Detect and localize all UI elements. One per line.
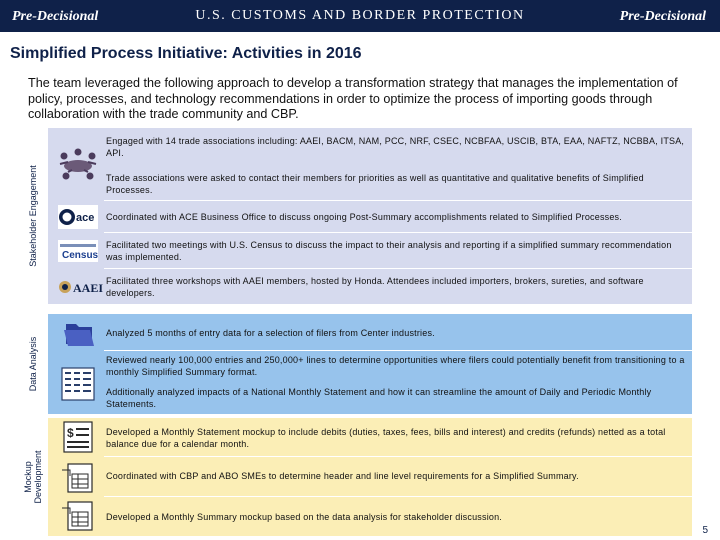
pre-decisional-right: Pre-Decisional xyxy=(619,9,706,24)
mockup-item-1: Developed a Monthly Statement mockup to include debits (duties, taxes, fees, bills and interest) and credits (refunds) netted as a total balance due for a calendar month. xyxy=(106,427,666,449)
svg-text:AAEI: AAEI xyxy=(73,281,104,295)
stakeholder-engagement-section xyxy=(48,128,692,304)
data-analysis-section xyxy=(48,314,692,414)
list-item xyxy=(48,202,692,232)
list-item xyxy=(48,132,692,168)
data-item-2: Reviewed nearly 100,000 entries and 250,000+ lines to determine opportunities where filers could potentially benefit from transitioning to a monthly Simplified Summary format. xyxy=(106,355,685,377)
svg-text:ace: ace xyxy=(76,212,95,224)
stakeholder-item-5: Facilitated three workshops with AAEI members, hosted by Honda. Attendees included importers, brokers, sureties, and software developers. xyxy=(106,276,644,298)
list-item xyxy=(48,234,692,268)
aaei-logo-icon xyxy=(56,272,104,302)
stakeholder-item-3: Coordinated with ACE Business Office to discuss ongoing Post-Summary accomplishments related to Simplified Processes. xyxy=(106,212,622,222)
mockup-item-2: Coordinated with CBP and ABO SMEs to determine header and line level requirements for a Simplified Summary. xyxy=(106,471,579,481)
divider xyxy=(104,268,692,269)
list-item xyxy=(48,270,692,304)
census-logo-icon xyxy=(56,236,100,266)
page-title: Simplified Process Initiative: Activities in 2016 xyxy=(10,45,362,62)
data-item-1: Analyzed 5 months of entry data for a selection of filers from Center industries. xyxy=(106,328,435,338)
mockup-development-section xyxy=(48,418,692,536)
stakeholder-item-4: Facilitated two meetings with U.S. Census to discuss the impact to their analysis and reporting if a simplified summary recommendation was implemented. xyxy=(106,240,672,262)
pre-decisional-left: Pre-Decisional xyxy=(12,9,99,24)
svg-text:Census: Census xyxy=(62,250,99,261)
data-analysis-label: Data Analysis xyxy=(28,336,38,392)
mockup-item-3: Developed a Monthly Summary mockup based on the data analysis for stakeholder discussion. xyxy=(106,512,503,522)
divider xyxy=(104,456,692,457)
list-item xyxy=(48,458,692,496)
summary-document-icon xyxy=(56,500,100,532)
spreadsheet-icon xyxy=(56,366,100,402)
list-item xyxy=(48,498,692,536)
ace-logo-icon xyxy=(56,202,100,232)
data-item-3: Additionally analyzed impacts of a National Monthly Statement and how it can streamline the amount of Daily and Periodic Monthly Statements. xyxy=(106,387,652,409)
divider xyxy=(104,350,692,351)
divider xyxy=(104,232,692,233)
header-bar xyxy=(0,0,720,32)
agency-name: U.S. CUSTOMS AND BORDER PROTECTION xyxy=(195,8,525,23)
divider xyxy=(104,496,692,497)
folder-icon xyxy=(56,318,100,348)
list-item xyxy=(48,418,692,456)
stakeholder-engagement-label: Stakeholder Engagement xyxy=(28,165,38,267)
list-item xyxy=(48,170,692,200)
divider xyxy=(104,200,692,201)
form-document-icon xyxy=(56,462,100,494)
statement-document-icon xyxy=(56,420,100,454)
stakeholder-item-2: Trade associations were asked to contact their members for priorities as well as quantitative and qualitative benefits of Simplified Processes. xyxy=(106,173,644,195)
page-number: 5 xyxy=(702,525,708,536)
list-item xyxy=(48,314,692,350)
mockup-development-label: Mockup Development xyxy=(23,450,43,504)
list-item xyxy=(48,352,692,414)
stakeholder-item-1: Engaged with 14 trade associations including: AAEI, BACM, NAM, PCC, NRF, CSEC, NCBFAA, USCIB, BTA, EAA, NAFTZ, NCBBA, ITSA, API. xyxy=(106,136,685,158)
svg-text:$: $ xyxy=(67,426,74,440)
intro-paragraph: The team leveraged the following approach to develop a transformation strategy that manages the implementation of policy, processes, and technology recommendations in order to optimize the process of importing goods through collaboration with the trade community and CBP. xyxy=(28,76,678,121)
